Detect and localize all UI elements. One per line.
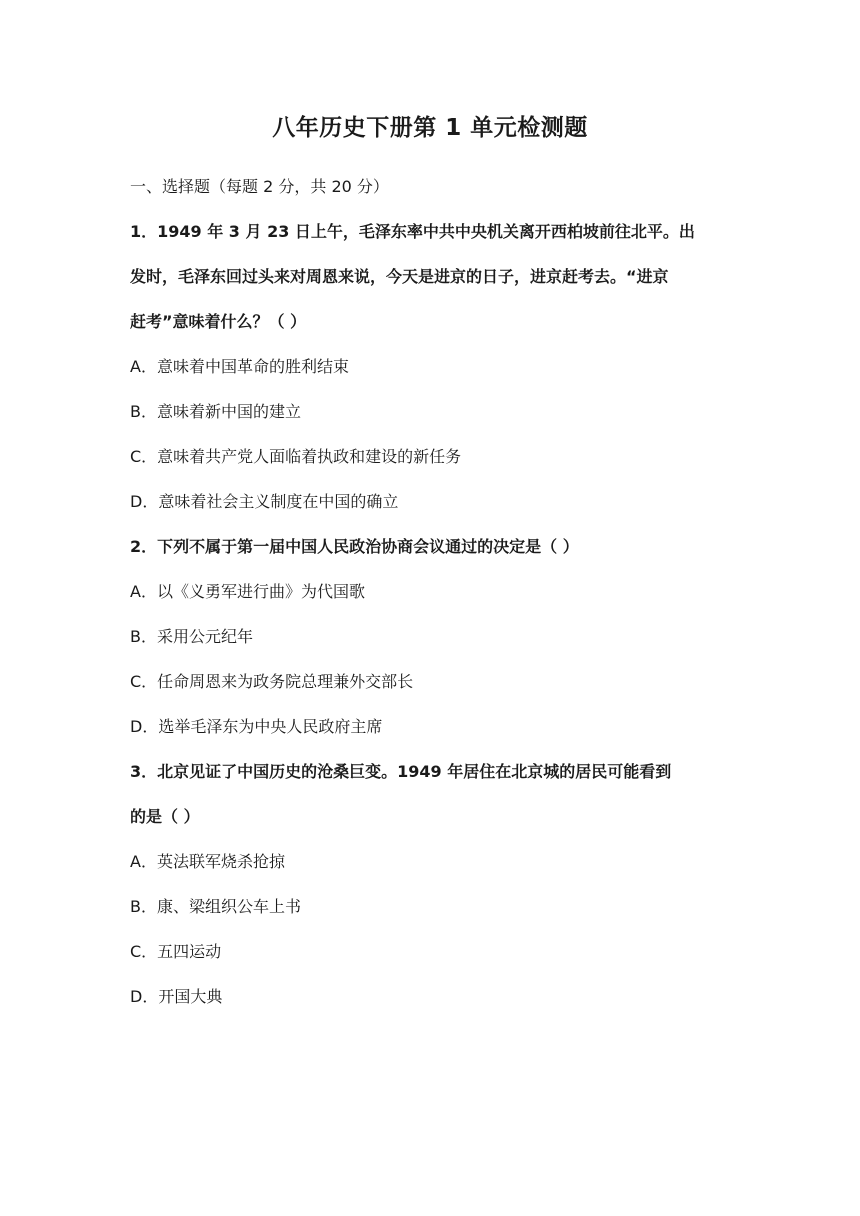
question-2-option-d: D．选举毛泽东为中央人民政府主席 (130, 717, 383, 736)
question-2-option-c: C．任命周恩来为政务院总理兼外交部长 (130, 672, 414, 691)
question-2-option-b: B．采用公元纪年 (130, 627, 253, 646)
question-3-line-1: 3．北京见证了中国历史的沧桑巨变。1949 年居住在北京城的居民可能看到 (130, 762, 672, 781)
question-3-option-a: A．英法联军烧杀抢掠 (130, 852, 285, 871)
question-1-option-d: D．意味着社会主义制度在中国的确立 (130, 492, 399, 511)
question-2-line-1: 2．下列不属于第一届中国人民政治协商会议通过的决定是（ ） (130, 537, 579, 556)
question-3-option-b: B．康、梁组织公车上书 (130, 897, 301, 916)
question-1-line-2: 发时，毛泽东回过头来对周恩来说，今天是进京的日子，进京赶考去。“进京 (130, 267, 669, 286)
question-3-option-c: C．五四运动 (130, 942, 222, 961)
section-heading: 一、选择题（每题 2 分，共 20 分） (130, 177, 389, 196)
question-1-option-b: B．意味着新中国的建立 (130, 402, 301, 421)
question-3-line-2: 的是（ ） (130, 807, 200, 826)
document-title: 八年历史下册第 1 单元检测题 (272, 115, 588, 141)
question-1-option-c: C．意味着共产党人面临着执政和建设的新任务 (130, 447, 462, 466)
question-3-option-d: D．开国大典 (130, 987, 223, 1006)
question-1-line-1: 1．1949 年 3 月 23 日上午，毛泽东率中共中央机关离开西柏坡前往北平。出 (130, 222, 695, 241)
question-2-option-a: A．以《义勇军进行曲》为代国歌 (130, 582, 365, 601)
question-1-line-3: 赶考”意味着什么？（ ） (130, 312, 307, 331)
question-1-option-a: A．意味着中国革命的胜利结束 (130, 357, 349, 376)
